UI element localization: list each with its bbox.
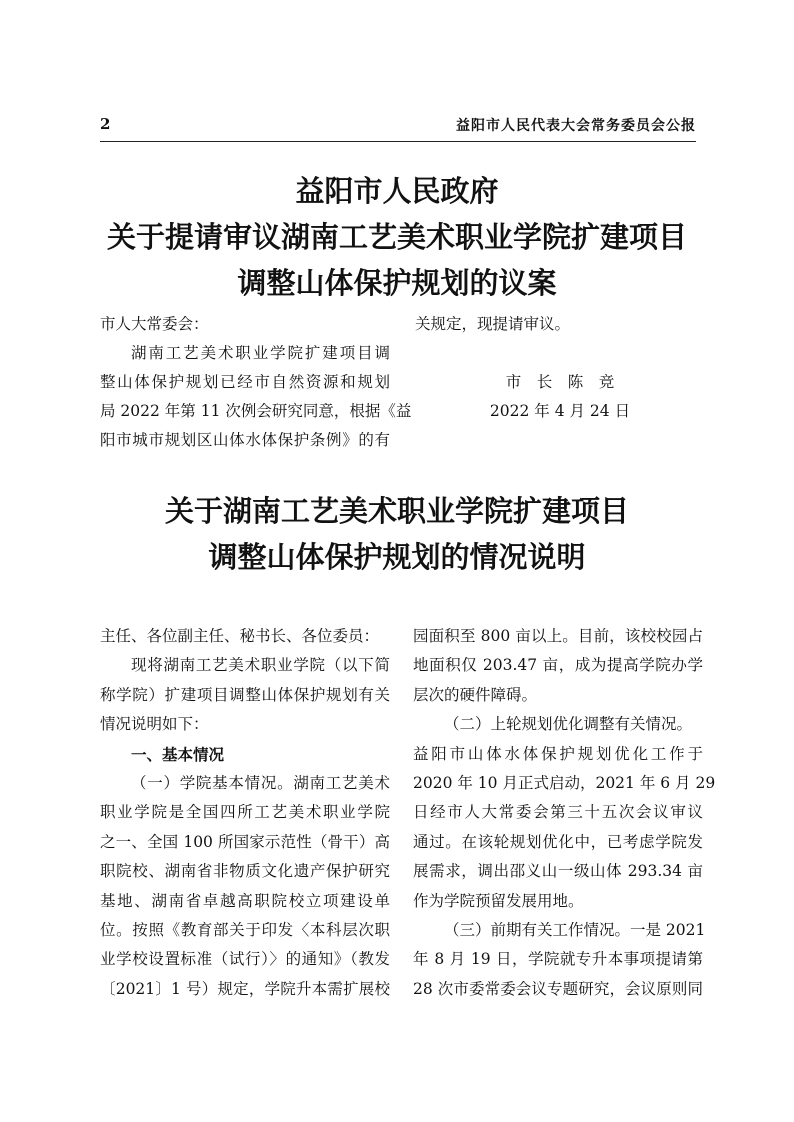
page-header bbox=[100, 115, 696, 141]
body-line: 展需求，调出邵义山一级山体 293.34 亩 bbox=[413, 862, 703, 881]
signature: 市 长 陈 竞 bbox=[505, 373, 615, 391]
report-title bbox=[60, 488, 734, 580]
body-line: 湖南工艺美术职业学院扩建项目调 bbox=[131, 344, 390, 362]
body-line: 园面积至 800 亩以上。目前，该校校园占 bbox=[413, 627, 703, 645]
subsection-heading: （三）前期有关工作情况。一是 2021 bbox=[444, 920, 706, 939]
section-heading: 一、基本情况 bbox=[131, 744, 225, 764]
body-line: 阳市城市规划区山体水体保护条例》的有 bbox=[100, 431, 390, 449]
body-line: 层次的硬件障碍。 bbox=[413, 685, 538, 704]
body-line: 情况说明如下： bbox=[100, 715, 209, 734]
body-line: 局 2022 年第 11 次例会研究同意，根据《益 bbox=[100, 402, 412, 420]
body-line: 地面积仅 203.47 亩，成为提高学院办学 bbox=[413, 656, 703, 675]
proposal-title-line: 关于提请审议湖南工艺美术职业学院扩建项目 bbox=[106, 220, 687, 254]
body-line: 职业学院是全国四所工艺美术职业学院 bbox=[100, 803, 390, 822]
body-line: 年 8 月 19 日，学院就专升本事项提请第 bbox=[413, 950, 703, 969]
salutation: 市人大常委会： bbox=[100, 315, 209, 333]
body-line: 基地、湖南省卓越高职院校立项建设单 bbox=[100, 891, 390, 910]
body-line: 益阳市山体水体保护规划优化工作于 bbox=[413, 744, 703, 763]
proposal-title-line: 益阳市人民政府 bbox=[295, 174, 499, 208]
journal-name: 益阳市人民代表大会常务委员会公报 bbox=[456, 118, 696, 134]
body-line: 之一、全国 100 所国家示范性（骨干）高 bbox=[100, 832, 390, 851]
body-line: 日经市人大常委会第三十五次会议审议 bbox=[413, 803, 703, 822]
header-divider bbox=[100, 141, 696, 142]
report-title-line: 调整山体保护规划的情况说明 bbox=[208, 540, 586, 574]
body-line: 职院校、湖南省非物质文化遗产保护研究 bbox=[100, 862, 390, 881]
proposal-title bbox=[60, 168, 734, 306]
body-line: 整山体保护规划已经市自然资源和规划 bbox=[100, 373, 390, 391]
body-line: 业学校设置标准（试行）〉的通知》（教发 bbox=[100, 950, 390, 969]
proposal-title-line: 调整山体保护规划的议案 bbox=[237, 266, 557, 300]
report-title-line: 关于湖南工艺美术职业学院扩建项目 bbox=[164, 494, 629, 528]
proposal-right-column bbox=[415, 310, 705, 426]
body-line: 通过。在该轮规划优化中，已考虑学院发 bbox=[413, 832, 703, 851]
signature-date: 2022 年 4 月 24 日 bbox=[489, 402, 631, 420]
body-line: 现将湖南工艺美术职业学院（以下简 bbox=[131, 656, 390, 675]
body-line: 位。按照《教育部关于印发〈本科层次职 bbox=[100, 920, 390, 939]
body-line: 〔2021〕1 号）规定，学院升本需扩展校 bbox=[100, 979, 390, 998]
body-line: 2020 年 10 月正式启动，2021 年 6 月 29 bbox=[413, 773, 716, 792]
body-line: 关规定，现提请审议。 bbox=[415, 315, 571, 333]
page-number: 2 bbox=[100, 115, 111, 133]
body-line: 28 次市委常委会议专题研究，会议原则同 bbox=[413, 979, 703, 998]
report-left-column bbox=[100, 622, 390, 1004]
report-right-column bbox=[413, 622, 716, 1004]
subsection-heading: （二）上轮规划优化调整有关情况。 bbox=[444, 715, 693, 734]
salutation: 主任、各位副主任、秘书长、各位委员： bbox=[100, 627, 380, 645]
body-line: 作为学院预留发展用地。 bbox=[413, 891, 584, 910]
body-line: 称学院）扩建项目调整山体保护规划有关 bbox=[100, 685, 390, 704]
body-line: （一）学院基本情况。湖南工艺美术 bbox=[131, 773, 390, 792]
proposal-left-column bbox=[100, 310, 412, 455]
